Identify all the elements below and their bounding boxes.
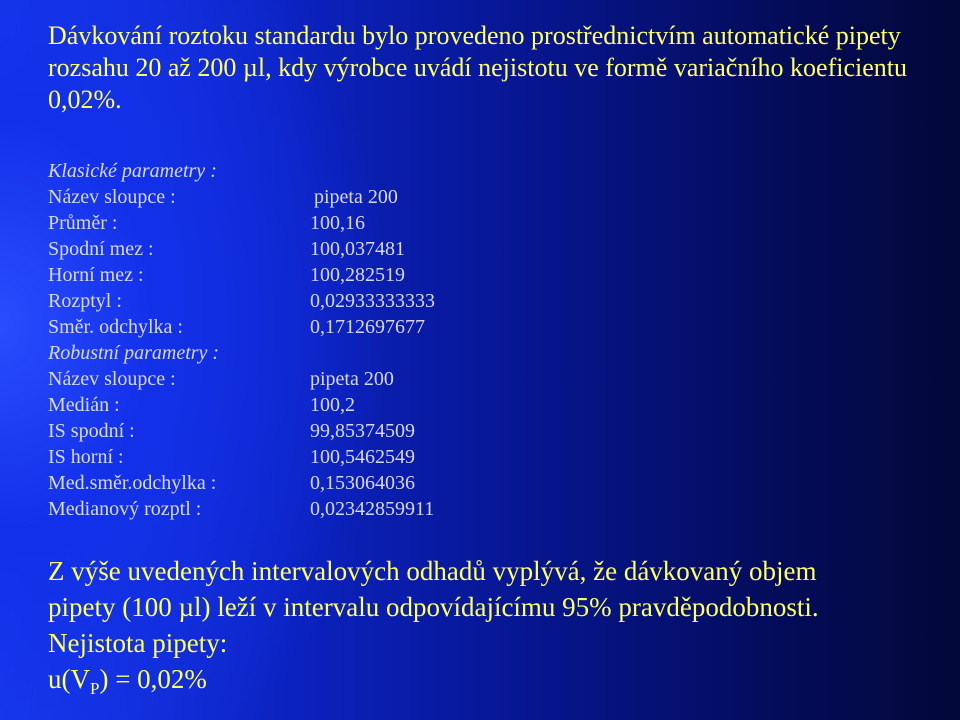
row-label: Horní mez : <box>48 264 144 286</box>
row-label: IS spodní : <box>48 420 135 442</box>
row-value: 0,153064036 <box>310 472 415 494</box>
row-label: Rozptyl : <box>48 290 122 312</box>
row-label: IS horní : <box>48 446 124 468</box>
row-value: 100,282519 <box>310 264 405 286</box>
uncertainty-formula <box>48 661 948 701</box>
row-value: 99,85374509 <box>310 420 415 442</box>
row-value: 0,1712697677 <box>310 316 425 338</box>
row-value: 100,037481 <box>310 238 405 260</box>
classic-parameters-heading: Klasické parametry : <box>48 160 217 182</box>
uncertainty-heading: Nejistota pipety: <box>48 628 228 658</box>
row-label: Medián : <box>48 394 120 416</box>
formula-subscript: P <box>90 679 100 698</box>
formula-prefix: u(V <box>48 664 90 694</box>
row-value: pipeta 200 <box>314 186 398 208</box>
row-label: Směr. odchylka : <box>48 316 183 338</box>
row-label: Průměr : <box>48 212 118 234</box>
row-label: Spodní mez : <box>48 238 154 260</box>
row-value: pipeta 200 <box>310 368 394 390</box>
row-value: 0,02342859911 <box>310 498 435 520</box>
row-label: Medianový rozptl : <box>48 498 202 520</box>
row-value: 100,5462549 <box>310 446 415 468</box>
row-value: 100,2 <box>310 394 355 416</box>
conclusion-text <box>48 553 948 701</box>
robust-parameters-heading: Robustní parametry : <box>48 342 220 364</box>
intro-text: Dávkování roztoku standardu bylo provedeno prostřednictvím automatické pipety rozsahu 20 až 200 µl, kdy výrobce uvádí nejistotu ve formě variačního koeficientu 0,02%. <box>48 21 907 114</box>
row-label: Med.směr.odchylka : <box>48 472 217 494</box>
row-label: Název sloupce : <box>48 186 176 208</box>
row-value: 100,16 <box>310 212 365 234</box>
formula-suffix: ) = 0,02% <box>99 664 207 694</box>
conclusion-line-1: Z výše uvedených intervalových odhadů vyplývá, že dávkovaný objem <box>48 556 817 586</box>
row-label: Název sloupce : <box>48 368 176 390</box>
row-value: 0,02933333333 <box>310 290 435 312</box>
conclusion-line-2: pipety (100 µl) leží v intervalu odpovídajícímu 95% pravděpodobnosti. <box>48 592 819 622</box>
